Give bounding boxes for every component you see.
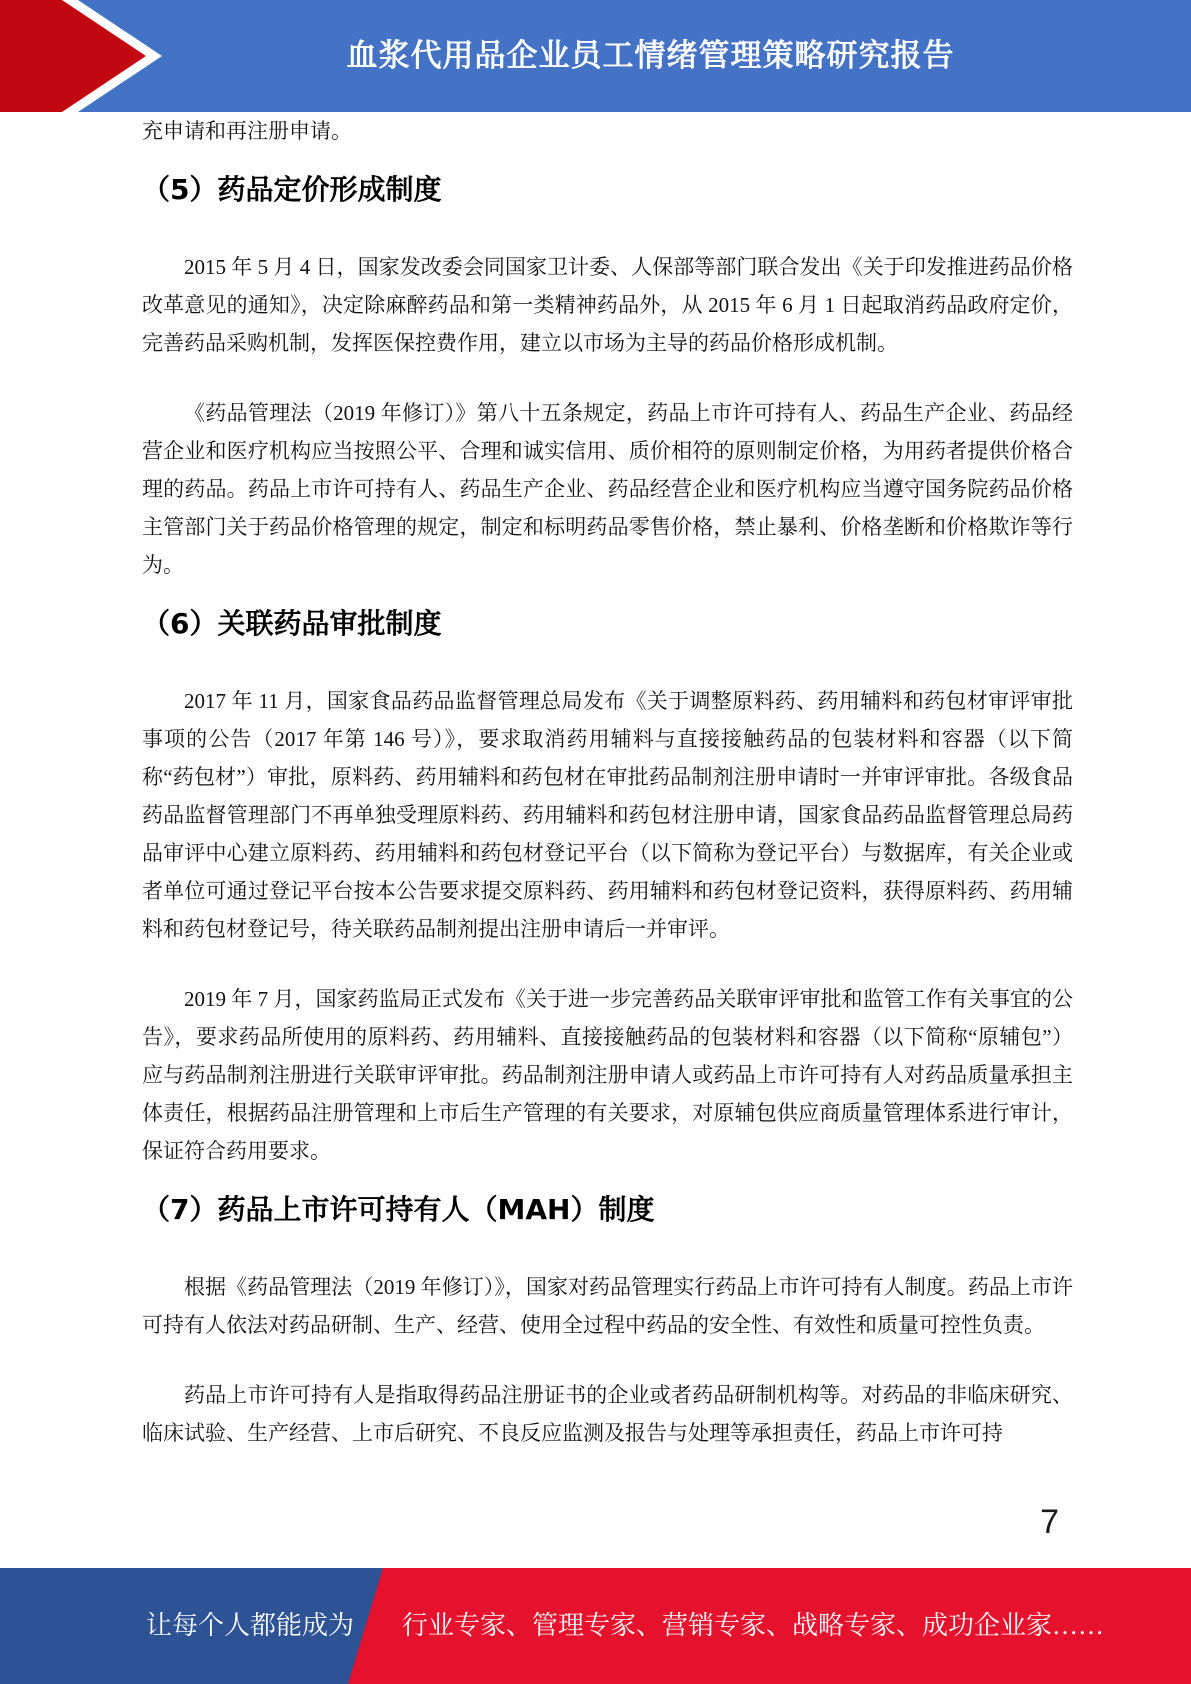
footer-slogan-left: 让每个人都能成为 (146, 1611, 355, 1640)
body-paragraph: 2015 年 5 月 4 日，国家发改委会同国家卫计委、人保部等部门联合发出《关于印发推进药品价格改革意见的通知》，决定除麻醉药品和第一类精神药品外，从 2015 年 6 月 1 日起取消药品政府定价，完善药品采购机制，发挥医保控费作用，建立以市场为主导的药品价格形成机制。 (142, 255, 1073, 355)
header-arrow-icon (0, 0, 170, 112)
body-paragraph: 药品上市许可持有人是指取得药品注册证书的企业或者药品研制机构等。对药品的非临床研究、临床试验、生产经营、上市后研究、不良反应监测及报告与处理等承担责任，药品上市许可持 (142, 1383, 1073, 1445)
report-title: 血浆代用品企业员工情绪管理策略研究报告 (346, 38, 955, 74)
section-heading-6: （6）关联药品审批制度 (142, 607, 442, 640)
page-number: 7 (1040, 1503, 1059, 1541)
footer-banner (0, 1568, 1191, 1684)
header-banner (0, 0, 1191, 112)
section-heading-7: （7）药品上市许可持有人（MAH）制度 (142, 1193, 655, 1226)
body-paragraph: 根据《药品管理法（2019 年修订）》，国家对药品管理实行药品上市许可持有人制度。药品上市许可持有人依法对药品研制、生产、经营、使用全过程中药品的安全性、有效性和质量可控性负责。 (142, 1275, 1073, 1337)
body-paragraph-continuation: 充申请和再注册申请。 (142, 119, 352, 143)
footer-slogan-right: 行业专家、管理专家、营销专家、战略专家、成功企业家…… (402, 1611, 1105, 1640)
document-body (142, 112, 1073, 1452)
section-heading-5: （5）药品定价形成制度 (142, 173, 442, 206)
body-paragraph: 2017 年 11 月，国家食品药品监督管理总局发布《关于调整原料药、药用辅料和药包材审评审批事项的公告（2017 年第 146 号）》，要求取消药用辅料与直接接触药品的包装材料和容器（以下简称“药包材”）审批，原料药、药用辅料和药包材在审批药品制剂注册申请时一并审评审批。各级食品药品监督管理部门不再单独受理原料药、药用辅料和药包材注册申请，国家食品药品监督管理总局药品审评中心建立原料药、药用辅料和药包材登记平台（以下简称为登记平台）与数据库，有关企业或者单位可通过登记平台按本公告要求提交原料药、药用辅料和药包材登记资料，获得原料药、药用辅料和药包材登记号，待关联药品制剂提出注册申请后一并审评。 (142, 689, 1073, 941)
body-paragraph: 2019 年 7 月，国家药监局正式发布《关于进一步完善药品关联审评审批和监管工作有关事宜的公告》，要求药品所使用的原料药、药用辅料、直接接触药品的包装材料和容器（以下简称“原辅包”）应与药品制剂注册进行关联审评审批。药品制剂注册申请人或药品上市许可持有人对药品质量承担主体责任，根据药品注册管理和上市后生产管理的有关要求，对原辅包供应商质量管理体系进行审计，保证符合药用要求。 (142, 987, 1073, 1163)
body-paragraph: 《药品管理法（2019 年修订）》第八十五条规定，药品上市许可持有人、药品生产企业、药品经营企业和医疗机构应当按照公平、合理和诚实信用、质价相符的原则制定价格，为用药者提供价格合理的药品。药品上市许可持有人、药品生产企业、药品经营企业和医疗机构应当遵守国务院药品价格主管部门关于药品价格管理的规定，制定和标明药品零售价格，禁止暴利、价格垄断和价格欺诈等行为。 (142, 401, 1073, 577)
